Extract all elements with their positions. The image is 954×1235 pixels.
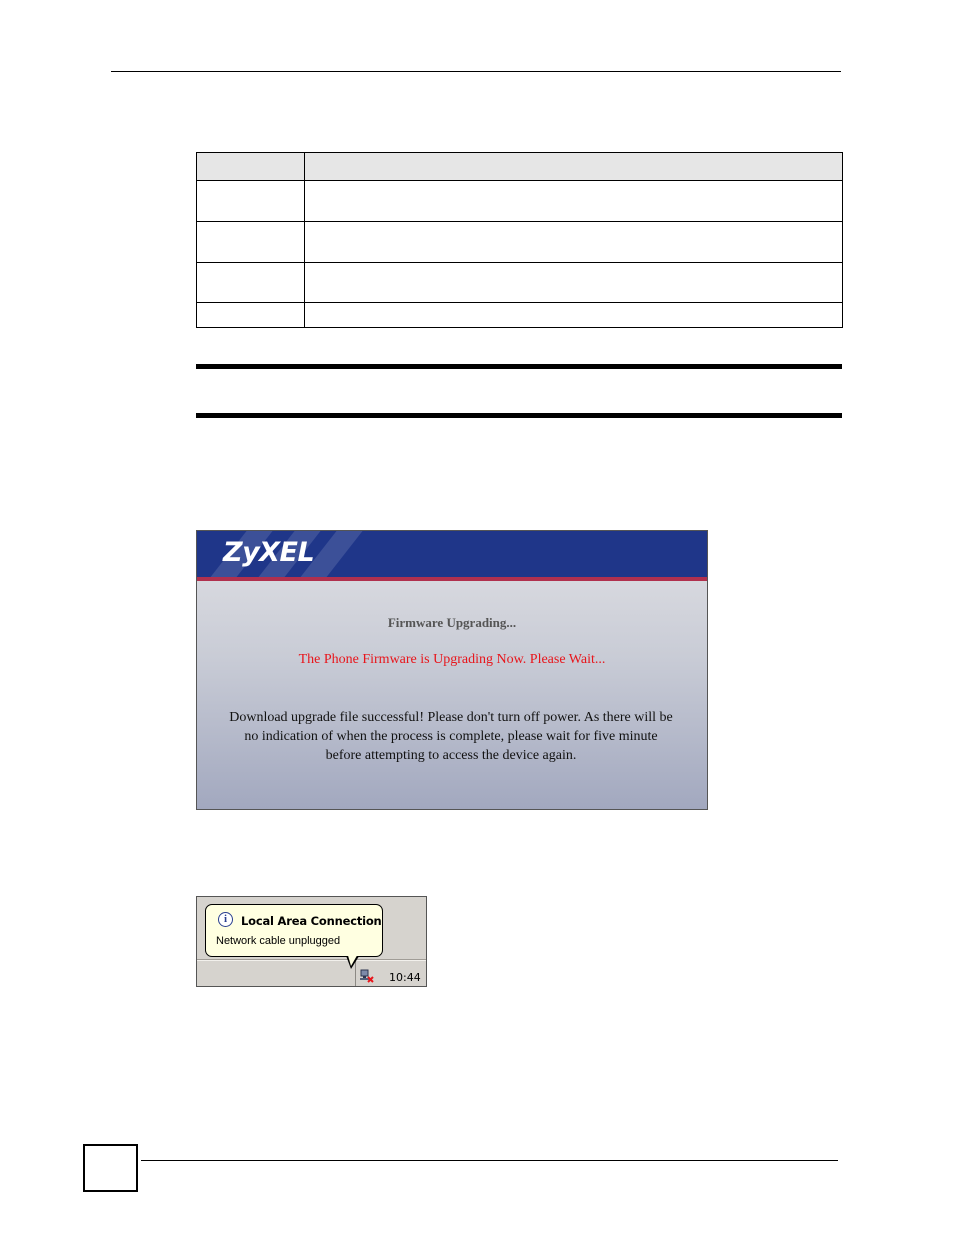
table-cell xyxy=(197,303,305,328)
header-stripe xyxy=(197,577,707,581)
upgrade-status-text: Firmware Upgrading... xyxy=(387,615,517,630)
empty-table xyxy=(196,152,843,328)
firmware-header xyxy=(197,531,707,577)
taskbar-edge-highlight xyxy=(197,960,426,961)
table-header-row xyxy=(197,153,843,181)
table-header-cell xyxy=(197,153,305,181)
table-cell xyxy=(305,222,843,263)
table-row xyxy=(197,263,843,303)
table-header-cell xyxy=(305,153,843,181)
tray-clock[interactable]: 10:44 xyxy=(389,971,421,984)
balloon-title: Local Area Connection xyxy=(241,914,382,928)
table-row xyxy=(197,181,843,222)
note-top-bar xyxy=(196,364,842,369)
table-cell xyxy=(197,263,305,303)
page-number-box xyxy=(83,1144,138,1192)
firmware-upgrade-screen xyxy=(196,530,708,810)
network-disconnected-icon[interactable] xyxy=(360,969,374,983)
tray-notification-screenshot xyxy=(196,896,427,987)
table-cell xyxy=(305,303,843,328)
table-cell xyxy=(197,222,305,263)
upgrade-warning-text: The Phone Firmware is Upgrading Now. Please Wait... xyxy=(298,652,606,667)
zyxel-logo: ZyXEL xyxy=(223,537,315,568)
table-row xyxy=(197,222,843,263)
balloon-body: Network cable unplugged xyxy=(216,935,341,947)
footer-rule xyxy=(141,1160,838,1161)
table-row xyxy=(197,303,843,328)
table-cell xyxy=(197,181,305,222)
info-icon: i xyxy=(218,912,233,927)
note-bottom-bar xyxy=(196,413,842,418)
notification-balloon[interactable] xyxy=(205,904,383,957)
table-cell xyxy=(305,181,843,222)
upgrade-message-text: Download upgrade file successful! Please don't turn off power. As there will be no indication of when the process is complete, please wait for five minute before attempting to access the device again. xyxy=(229,710,673,763)
header-rule xyxy=(111,71,841,72)
table-cell xyxy=(305,263,843,303)
balloon-tail-fill xyxy=(347,952,359,966)
